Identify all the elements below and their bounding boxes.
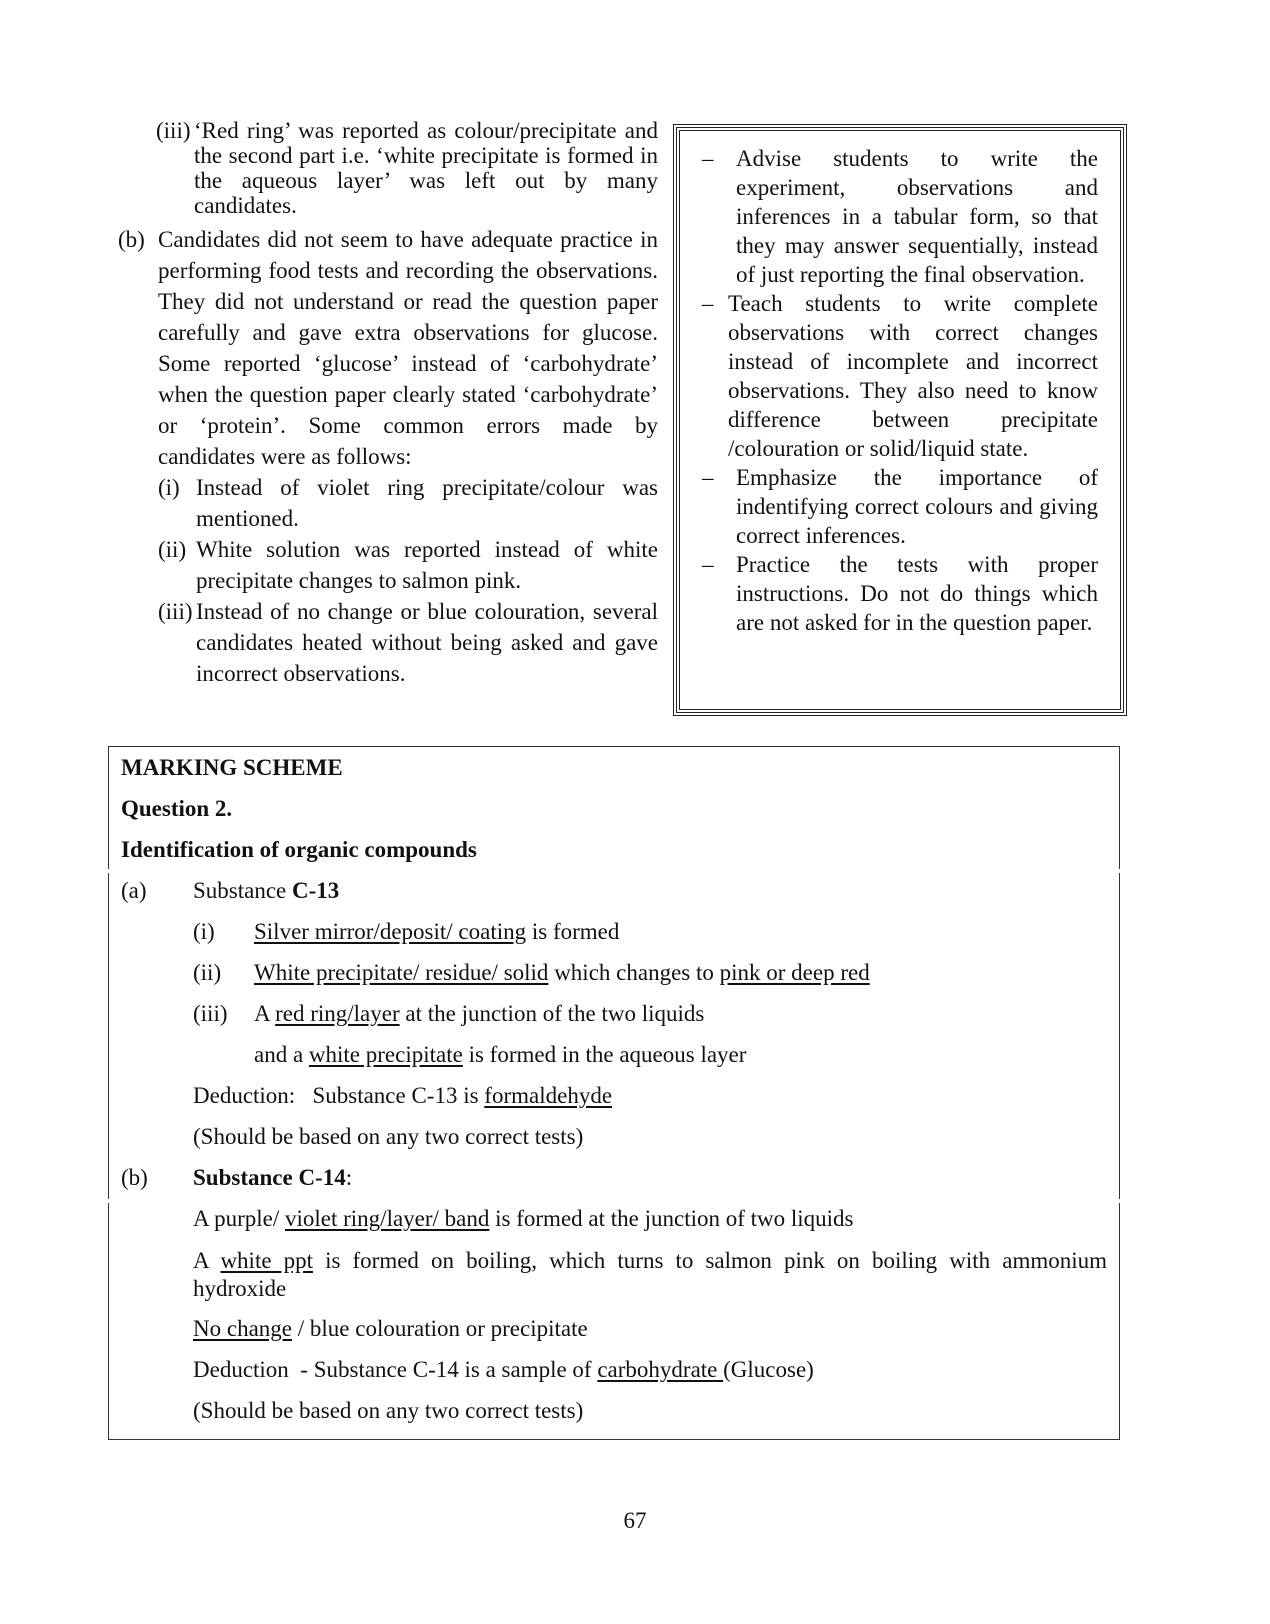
test-text: at the junction of the two liquids xyxy=(399,1001,705,1026)
substance-code: Substance C-14 xyxy=(193,1165,346,1190)
test-text: A xyxy=(193,1248,221,1273)
test-text: / blue colouration or precipitate xyxy=(292,1316,588,1341)
question-number: Question 2. xyxy=(121,796,233,821)
item-label: (iii) xyxy=(156,118,191,143)
dash-bullet: – xyxy=(702,291,714,316)
test-text: is formed on boiling, which turns to salmon pink on boiling with ammonium hydroxide xyxy=(193,1248,1108,1301)
item-label: (ii) xyxy=(158,537,187,562)
scheme-title: Identification of organic compounds xyxy=(121,837,477,862)
suggestion-item xyxy=(694,289,1098,463)
item-label: (b) xyxy=(118,227,145,252)
suggestion-item xyxy=(694,144,1098,289)
part-a-substance xyxy=(109,870,1119,912)
test-iii-continued xyxy=(109,1034,1119,1076)
note-text: (Should be based on any two correct tests) xyxy=(193,1124,584,1149)
suggestion-text: Practice the tests with proper instructions. Do not do things which are not asked for in the question paper. xyxy=(736,552,1098,635)
deduction-b xyxy=(109,1349,1119,1391)
test-text: is formed at the junction of two liquids xyxy=(489,1206,854,1231)
item-label: (iii) xyxy=(158,599,193,624)
deduction-text: (Glucose) xyxy=(723,1357,814,1382)
error-ii xyxy=(158,534,658,596)
deduction-text: Deduction: Substance C-13 is xyxy=(193,1083,485,1108)
deduction-text: Deduction - Substance C-14 is a sample of xyxy=(193,1357,598,1382)
note-a xyxy=(109,1116,1119,1158)
item-text: White solution was reported instead of white precipitate changes to salmon pink. xyxy=(196,537,658,593)
error-i xyxy=(158,472,658,534)
page-number: 67 xyxy=(623,1508,647,1533)
test-text: A purple/ xyxy=(193,1206,285,1231)
suggestion-item xyxy=(694,463,1098,550)
marking-scheme-box xyxy=(108,746,1120,1440)
item-label: (i) xyxy=(158,475,180,500)
item-text: Instead of violet ring precipitate/colour was mentioned. xyxy=(196,475,658,531)
dash-bullet: – xyxy=(702,552,714,577)
note-text: (Should be based on any two correct tests) xyxy=(193,1398,584,1423)
substance-prefix: Substance xyxy=(193,878,293,903)
key-phrase: violet ring/layer/ band xyxy=(285,1206,490,1231)
test-iii xyxy=(109,993,1119,1035)
key-phrase: formaldehyde xyxy=(484,1083,613,1108)
test-b-2 xyxy=(193,1247,1107,1303)
test-text: is formed in the aqueous layer xyxy=(462,1042,747,1067)
item-text: Instead of no change or blue colouration, several candidates heated without being asked and gave incorrect observations. xyxy=(196,599,658,686)
point-b xyxy=(118,224,658,472)
test-text: A xyxy=(254,1001,276,1026)
scheme-heading: MARKING SCHEME xyxy=(121,755,343,780)
test-label: (i) xyxy=(193,919,215,944)
dash-bullet: – xyxy=(702,465,714,490)
item-text: ‘Red ring’ was reported as colour/precipitate and the second part i.e. ‘white precipitate is formed in the aqueous layer’ was left out by many candidates. xyxy=(194,118,658,218)
test-text: which changes to xyxy=(548,960,720,985)
test-i xyxy=(109,911,1119,953)
test-b-1 xyxy=(109,1198,1119,1240)
suggestion-item xyxy=(694,550,1098,637)
key-phrase: White precipitate/ residue/ solid xyxy=(254,960,549,985)
suggestion-text: Teach students to write complete observations with correct changes instead of incomplete and incorrect observations. They also need to know difference between precipitate /colouration or solid/liquid state. xyxy=(728,291,1098,461)
deduction-a xyxy=(109,1075,1119,1117)
test-label: (ii) xyxy=(193,960,222,985)
observation-iii-top xyxy=(156,118,658,218)
suggestions-list xyxy=(680,131,1120,637)
key-phrase: No change xyxy=(193,1316,292,1341)
key-phrase: red ring/layer xyxy=(275,1001,400,1026)
dash-bullet: – xyxy=(702,146,714,171)
key-phrase: pink or deep red xyxy=(719,960,870,985)
part-label: (b) xyxy=(121,1165,148,1190)
suggestion-text: Emphasize the importance of indentifying correct colours and giving correct inferences. xyxy=(736,465,1098,548)
test-b-3 xyxy=(109,1308,1119,1350)
key-phrase: carbohydrate xyxy=(597,1357,724,1382)
item-text: Candidates did not seem to have adequate practice in performing food tests and recording the observations. They did not understand or read the question paper carefully and gave extra observations for glucose. Some reported ‘glucose’ instead of ‘carbohydrate’ when the question paper clearly stated ‘carbohydrate’ or ‘protein’. Some common errors made by candidates were as follows: xyxy=(158,227,658,469)
key-phrase: white ppt xyxy=(220,1248,314,1273)
suggestions-box xyxy=(676,127,1124,713)
test-text: is formed xyxy=(526,919,620,944)
substance-code: C-13 xyxy=(292,878,340,903)
key-phrase: white precipitate xyxy=(308,1042,463,1067)
suggestion-text: Advise students to write the experiment, observations and inferences in a tabular form, so that they may answer sequentially, instead of just reporting the final observation. xyxy=(736,146,1098,287)
test-label: (iii) xyxy=(193,1001,228,1026)
error-iii xyxy=(158,596,658,689)
test-ii xyxy=(109,952,1119,994)
colon: : xyxy=(345,1165,353,1190)
test-text: and a xyxy=(254,1042,309,1067)
left-column xyxy=(118,118,658,689)
part-b-substance xyxy=(109,1157,1119,1199)
part-label: (a) xyxy=(121,878,147,903)
note-b xyxy=(109,1390,1119,1432)
key-phrase: Silver mirror/deposit/ coating xyxy=(254,919,527,944)
